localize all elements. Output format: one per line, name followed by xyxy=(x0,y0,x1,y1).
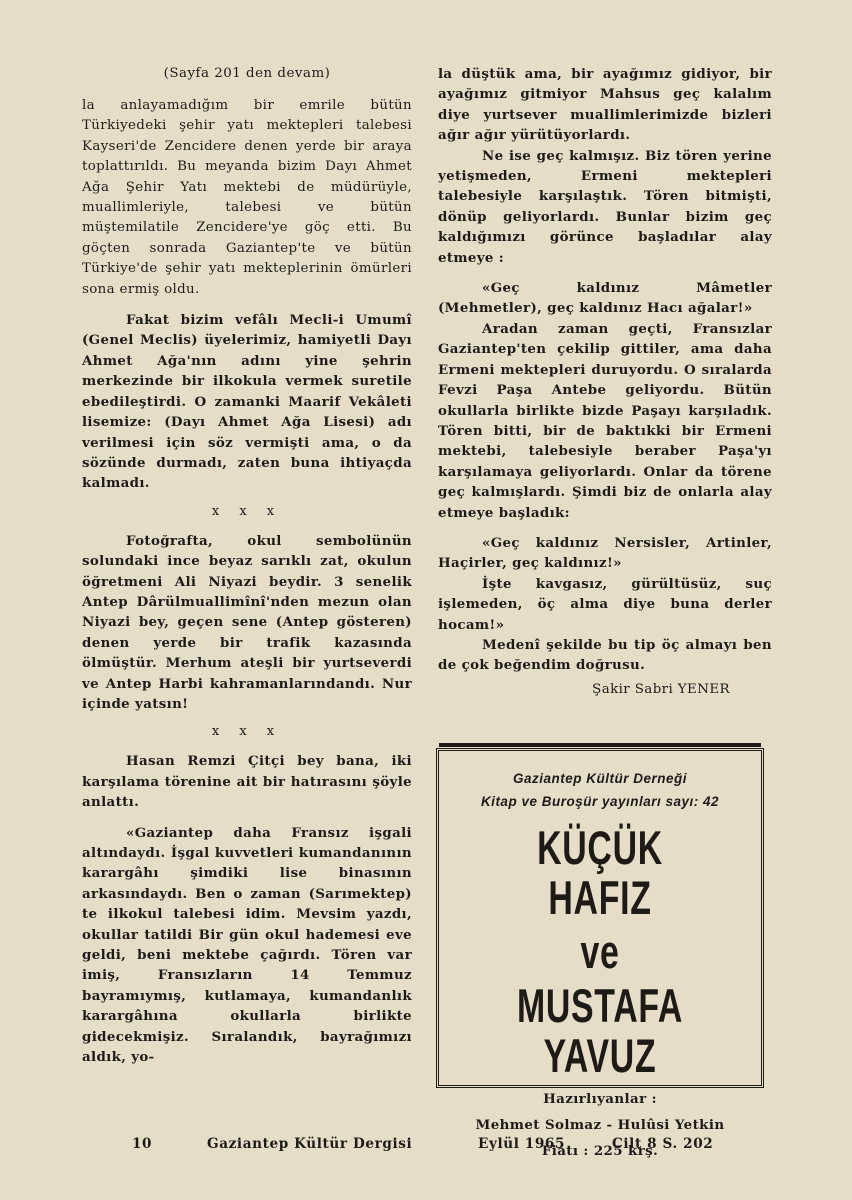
page-number: 10 xyxy=(132,1136,153,1152)
ad-authors: Mehmet Solmaz - Hulûsi Yetkin xyxy=(475,1117,725,1133)
quote-paragraph: «Geç kaldınız Nersisler, Artinler, Haçirler, geç kaldınız!» xyxy=(438,534,772,572)
continuation-note: (Sayfa 201 den devam) xyxy=(163,66,331,81)
ad-price: Fiatı : 225 krş. xyxy=(541,1143,659,1159)
ad-series: Kitap ve Buroşür yayınları sayı: 42 xyxy=(480,794,720,809)
issue-date: Eylül 1965 xyxy=(478,1136,566,1152)
ad-publisher: Gaziantep Kültür Derneği xyxy=(512,771,688,786)
paragraph: la düştük ama, bir ayağımız gidiyor, bir ayağımız gitmiyor Mahsus geç kalalım diye yurtsever muallimlerimizde bizleri ağır ağır yürütüyorlardı. xyxy=(438,66,772,144)
ad-top-rule xyxy=(439,743,761,747)
paragraph: Fakat bizim vefâlı Mecli-i Umumî (Genel Meclis) üyelerimiz, hamiyetli Dayı Ahmet Ağa'nın adını yine şehrin merkezinde bir ilkokula vermek suretile ebedileştirdi. O zamanki Maarif Vekâleti lisemize: (Dayı Ahmet Ağa Lisesi) adı verilmesi için söz vermişti ama, o da sözünde durmadı, zaten buna ihtiyaçda kalmadı. xyxy=(82,312,412,492)
ad-title-line: KÜÇÜK HAFIZ xyxy=(537,821,663,924)
paragraph: Aradan zaman geçti, Fransızlar Gaziantep'ten çekilip gittiler, ama daha Ermeni mektepleri duruyordu. O sıralarda Fevzi Paşa Antebe geliyordu. Bütün okullarla birlikte bizde Paşayı karşıladık. Tören bitti, bir de baktıkki bir Ermeni mektebi, talebesiyle beraber Paşa'yı karşılamaya geliyorlardı. Onlar da törene geç kalmışlardı. Şimdi biz de onlarla alay etmeye başladık: xyxy=(438,320,772,521)
paragraph: Hasan Remzi Çitçi bey bana, iki karşılama törenine ait bir hatırasını şöyle anlattı. xyxy=(82,753,412,811)
right-column xyxy=(438,64,772,697)
ad-title-line: ve xyxy=(580,925,620,978)
quote-paragraph: «Geç kaldınız Mâmetler (Mehmetler), geç kaldınız Hacı ağalar!» xyxy=(438,280,772,317)
author-signature: Şakir Sabri YENER xyxy=(592,681,730,697)
page-footer xyxy=(0,1136,852,1156)
section-separator: x x x xyxy=(211,724,283,740)
quote-paragraph: «Gaziantep daha Fransız işgali altındaydı. İşgal kuvvetleri kumandanının karargâhı şimdiki lise binasının arkasındaydı. Ben o zaman (Sarımektep) te ilkokul talebesi idim. Mevsim yazdı, okullar tatildi Bir gün okul hademesi eve geldi, beni mektebe çağırdı. Tören var imiş, Fransızların 14 Temmuz bayramıymış, kutlamaya, kumandanlık karargâhına okullarla birlikte gidecekmişiz. Sıralandık, bayrağımızı aldık, yo- xyxy=(82,824,412,1066)
section-separator: x x x xyxy=(211,503,283,519)
ad-title-line: MUSTAFA YAVUZ xyxy=(516,979,684,1082)
left-column xyxy=(82,64,412,1067)
paragraph: Medenî şekilde bu tip öç almayı ben de çok beğendim doğrusu. xyxy=(438,636,772,674)
volume-info: Cilt 8 S. 202 xyxy=(612,1136,714,1152)
journal-title: Gaziantep Kültür Dergisi xyxy=(207,1136,413,1152)
photo-caption-paragraph: Fotoğrafta, okul sembolünün solundaki ince beyaz sarıklı zat, okulun öğretmeni Ali Niyazi beydir. 3 senelik Antep Dârülmuallimînî'nden mezun olan Niyazi bey, geçen sene (Antep gösteren) denen yerde bir trafik kazasında ölmüştür. Merhum ateşli bir yurtseverdi ve Antep Harbi kahramanlarındandı. Nur içinde yatsın! xyxy=(82,532,412,712)
paragraph: İşte kavgasız, gürültüsüz, suç işlemeden, öç alma diye buna derler hocam!» xyxy=(438,575,772,633)
ad-prepared-by-label: Hazırlıyanlar : xyxy=(543,1091,657,1107)
paragraph: Ne ise geç kalmışız. Biz tören yerine yetişmeden, Ermeni mektepleri talebesiyle karşılaştık. Tören bitmişti, dönüp geliyorlardı. Bunlar bizim geç kaldığımızı görünce başladılar alay etmeye : xyxy=(438,147,772,266)
paragraph: la anlayamadığım bir emrile bütün Türkiyedeki şehir yatı mektepleri talebesi Kayseri'de Zencidere denen yerde bir araya toplattırıldı. Bu meyanda bizim Dayı Ahmet Ağa Şehir Yatı mektebi de müdürüyle, muallimleriyle, talebesi ve bütün müştemilatile Zencidere'ye göç etti. Bu göçten sonrada Gaziantep'te ve bütün Türkiye'de şehir yatı mekteplerinin ömürleri sona ermiş oldu. xyxy=(82,98,412,297)
